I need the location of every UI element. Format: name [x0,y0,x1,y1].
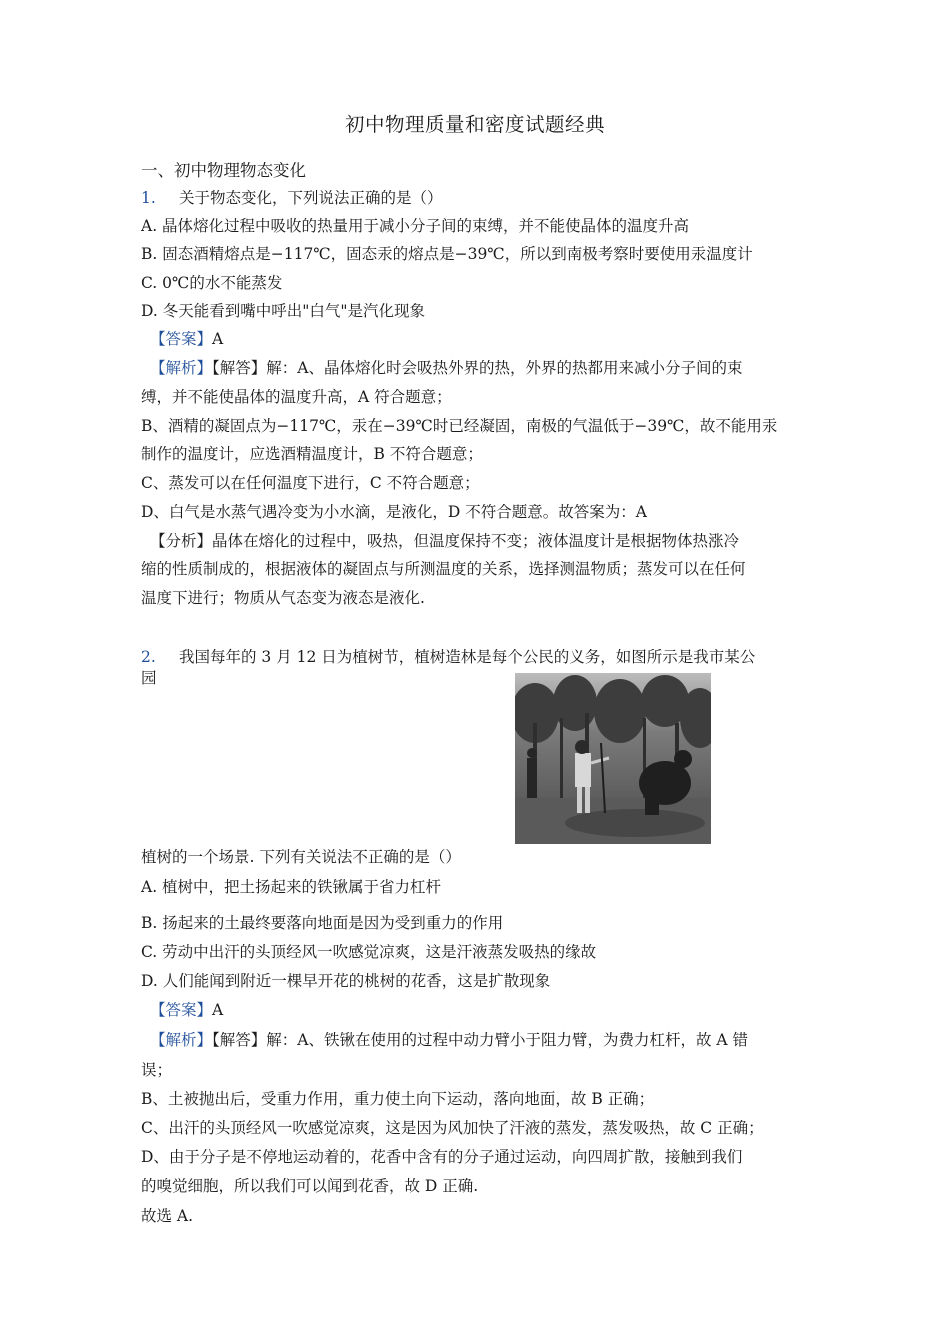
analysis-line: 缚，并不能使晶体的温度升高，A 符合题意； [141,388,452,406]
question-1-answer [150,328,223,350]
analysis-line: D、由于分子是不停地运动着的，花香中含有的分子通过运动，向四周扩散，接触到我们 [141,1148,743,1166]
question-2-number: 2. [141,648,156,666]
analysis-line: 故选 A. [141,1207,194,1225]
question-2-text: 我国每年的 3 月 12 日为植树节，植树造林是每个公民的义务，如图所示是我市某公 [179,648,756,666]
answer-value: A [212,1001,224,1019]
question-2-text-continued: 园 [141,669,157,687]
analysis-line: 【分析】晶体在熔化的过程中，吸热，但温度保持不变；液体温度计是根据物体热涨冷 [150,532,740,550]
question-2-analysis [150,1029,748,1051]
analysis-line: 的嗅觉细胞，所以我们可以闻到花香，故 D 正确. [141,1177,479,1195]
answer-label: 【答案】 [150,1001,213,1019]
question-2-option-c: C. 劳动中出汗的头顶经风一吹感觉凉爽，这是汗液蒸发吸热的缘故 [141,943,597,961]
question-2-option-b: B. 扬起来的土最终要落向地面是因为受到重力的作用 [141,914,504,932]
analysis-line: 温度下进行；物质从气态变为液态是液化. [141,589,425,607]
question-1-option-a: A. 晶体熔化过程中吸收的热量用于减小分子间的束缚，并不能使晶体的温度升高 [141,217,690,235]
analysis-line: 【解答】解：A、铁锹在使用的过程中动力臂小于阻力臂，为费力杠杆，故 A 错 [212,1031,749,1049]
question-1-number: 1. [141,189,156,207]
question-1-option-c: C. 0℃的水不能蒸发 [141,274,283,292]
analysis-line: D、白气是水蒸气遇冷变为小水滴，是液化，D 不符合题意。故答案为：A [141,503,647,521]
answer-value: A [212,330,224,348]
question-1-text: 关于物态变化，下列说法正确的是（） [179,189,443,207]
question-1-analysis [150,357,742,379]
question-2-option-d: D. 人们能闻到附近一棵早开花的桃树的花香，这是扩散现象 [141,972,551,990]
question-1-stem [141,187,443,209]
answer-label: 【答案】 [150,330,213,348]
analysis-line: 误； [141,1061,173,1079]
question-2-text-continued: 植树的一个场景. 下列有关说法不正确的是（） [141,848,461,866]
analysis-line: 【解答】解：A、晶体熔化时会吸热外界的热，外界的热都用来减小分子间的束 [212,359,743,377]
question-1-option-b: B. 固态酒精熔点是−117℃，固态汞的熔点是−39℃，所以到南极考察时要使用汞温度计 [141,245,753,263]
analysis-line: B、土被抛出后，受重力作用，重力使土向下运动，落向地面，故 B 正确； [141,1090,655,1108]
analysis-line: B、酒精的凝固点为−117℃，汞在−39℃时已经凝固，南极的气温低于−39℃，故不能用汞 [141,417,778,435]
analysis-line: 制作的温度计，应选酒精温度计，B 不符合题意； [141,445,483,463]
question-2-option-a: A. 植树中，把土扬起来的铁锹属于省力杠杆 [141,878,442,896]
question-2-stem [141,646,755,668]
section-heading: 一、初中物理物态变化 [141,161,306,180]
analysis-label: 【解析】 [150,1031,213,1049]
page-title: 初中物理质量和密度试题经典 [344,113,605,136]
analysis-line: C、蒸发可以在任何温度下进行，C 不符合题意； [141,474,480,492]
tree-planting-photo [515,673,711,844]
analysis-line: C、出汗的头顶经风一吹感觉凉爽，这是因为风加快了汗液的蒸发，蒸发吸热，故 C 正确； [141,1119,764,1137]
analysis-label: 【解析】 [150,359,213,377]
question-1-option-d: D. 冬天能看到嘴中呼出"白气"是汽化现象 [141,302,425,320]
analysis-line: 缩的性质制成的，根据液体的凝固点与所测温度的关系，选择测温物质；蒸发可以在任何 [141,560,746,578]
question-2-answer [150,999,223,1021]
